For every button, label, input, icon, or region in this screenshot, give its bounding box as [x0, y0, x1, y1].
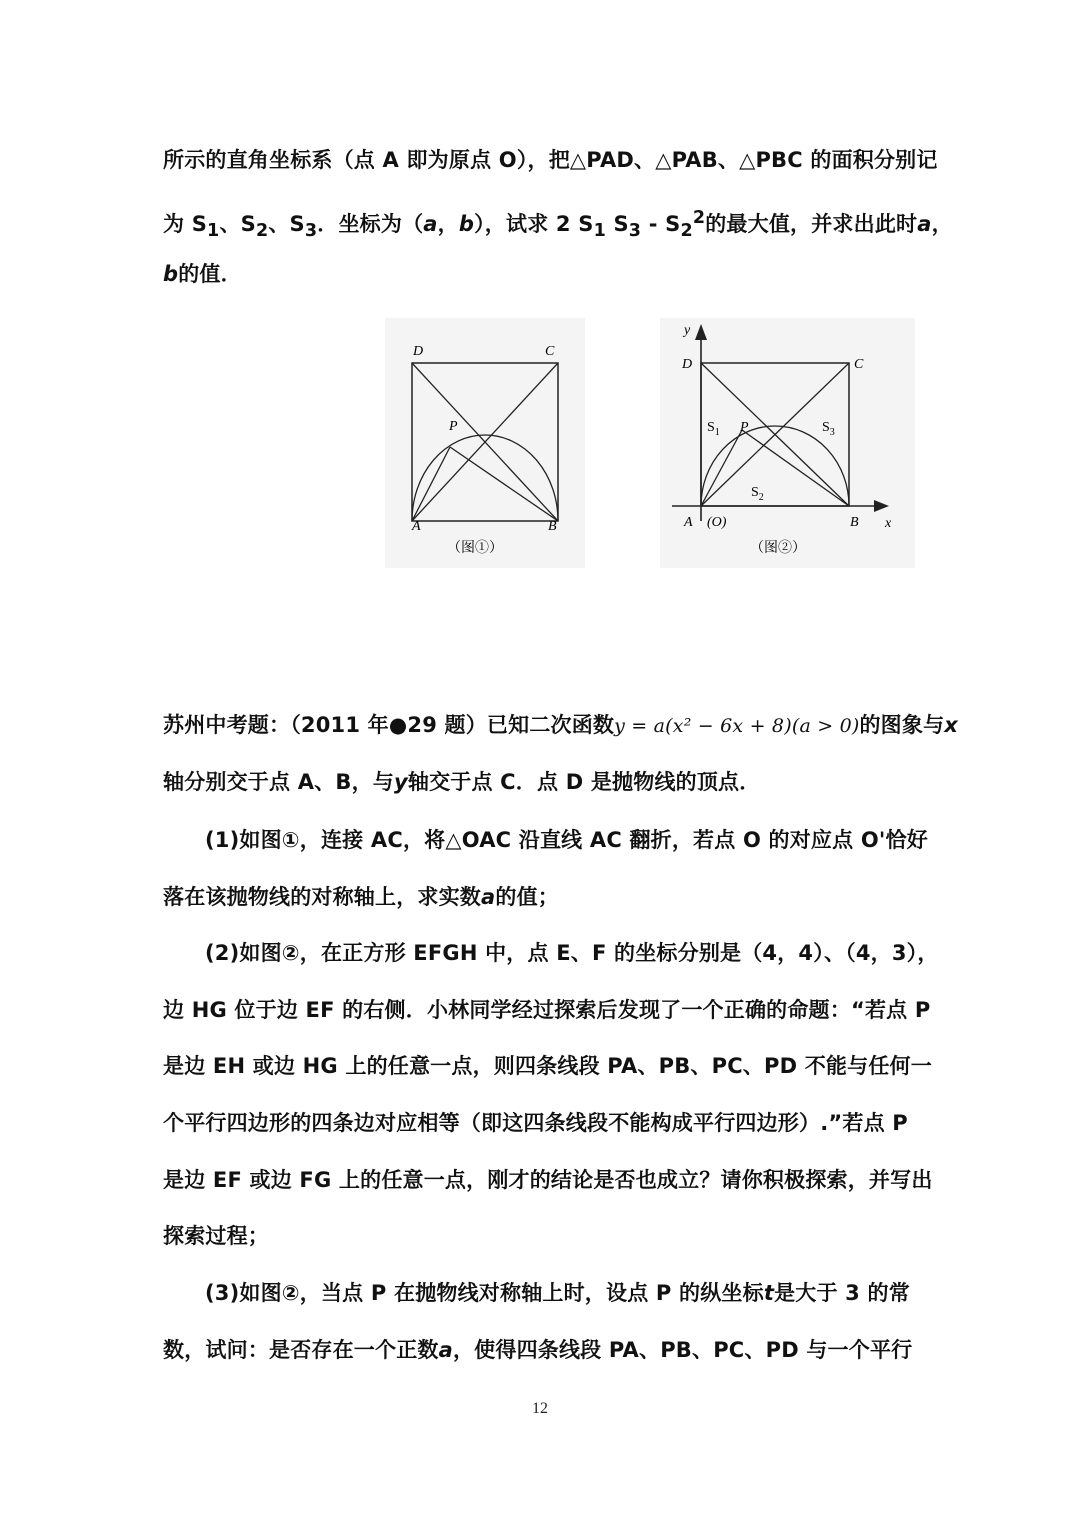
formula: y = a(x² − 6x + 8)(a > 0) [614, 715, 860, 737]
figure-background [660, 318, 915, 568]
text: 轴交于点 C．点 D 是抛物线的顶点． [407, 770, 761, 794]
label-P: P [449, 419, 458, 434]
var-x: x [944, 713, 959, 737]
text-line [163, 882, 923, 912]
text-line: 个平行四边形的四条边对应相等（即这四条线段不能构成平行四边形）.”若点 P [163, 1111, 908, 1135]
subscript: 1 [593, 221, 606, 242]
label-C: C [545, 344, 555, 359]
var-y: y [393, 770, 408, 794]
text: 的值； [495, 885, 559, 909]
subscript: 3 [628, 221, 642, 242]
label-S3: $S_3$ [822, 420, 835, 438]
text: 、S [268, 212, 305, 236]
text: - S [641, 212, 681, 236]
text: ），试求 2 S [474, 212, 594, 236]
text-line: 所示的直角坐标系（点 A 即为原点 O），把△PAD、△PAB、△PBC 的面积分别记 [163, 148, 938, 172]
subscript: 2 [680, 221, 693, 242]
text-line: 探索过程； [163, 1224, 269, 1248]
label-B: B [548, 519, 557, 534]
figure-2-caption: （图②） [750, 541, 806, 556]
text: ， [437, 212, 459, 236]
text-line [163, 259, 923, 289]
subscript: 2 [255, 221, 269, 242]
var-a: a [917, 212, 932, 236]
label-D: D [413, 344, 424, 359]
text: 是大于 3 的常 [774, 1281, 910, 1305]
var-a: a [438, 1338, 453, 1362]
label-S2: $S_2$ [751, 485, 764, 503]
label-C: C [854, 357, 864, 372]
text: 的图象与 [859, 713, 945, 737]
text-line: (2)如图②，在正方形 EFGH 中，点 E、F 的坐标分别是（4，4）、（4，3）， [205, 941, 939, 965]
text-line: (1)如图①，连接 AC，将△OAC 沿直线 AC 翻折，若点 O 的对应点 O'恰好 [205, 828, 928, 852]
text-line: 是边 EF 或边 FG 上的任意一点，刚才的结论是否也成立？请你积极探索，并写出 [163, 1168, 933, 1192]
text-line [163, 767, 923, 797]
text-line [163, 1335, 923, 1365]
figure-1-caption: （图①） [447, 541, 503, 556]
text: 数，试问：是否存在一个正数 [163, 1338, 439, 1362]
text: S [605, 212, 629, 236]
label-D: D [682, 357, 693, 372]
label-B: B [850, 515, 859, 530]
text-line [163, 710, 959, 741]
label-A: A [412, 519, 421, 534]
text: 落在该抛物线的对称轴上，求实数 [163, 885, 481, 909]
figure-2-svg [660, 318, 915, 568]
figure-1 [385, 318, 585, 572]
text: 的值． [178, 262, 242, 286]
label-x: x [885, 516, 892, 531]
var-a: a [423, 212, 438, 236]
label-O: (O) [707, 515, 727, 530]
text: 的最大值，并求出此时 [705, 212, 918, 236]
text: 、S [219, 212, 256, 236]
var-b: b [163, 262, 179, 286]
figure-1-svg [385, 318, 585, 568]
text-line: 边 HG 位于边 EF 的右侧．小林同学经过探索后发现了一个正确的命题：“若点 P [163, 998, 931, 1022]
var-t: t [763, 1281, 775, 1305]
label-S1: $S_1$ [707, 420, 720, 438]
figure-2 [660, 318, 915, 572]
text: ．坐标为（ [317, 212, 424, 236]
text: ， [931, 212, 953, 236]
label-A: A [684, 515, 693, 530]
subscript: 1 [207, 221, 220, 242]
page-number: 12 [532, 1400, 548, 1417]
label-P: P [740, 420, 749, 435]
text: (3)如图②，当点 P 在抛物线对称轴上时，设点 P 的纵坐标 [205, 1281, 764, 1305]
text: ，使得四条线段 PA、PB、PC、PD 与一个平行 [452, 1338, 913, 1362]
var-b: b [458, 212, 475, 236]
text-line [163, 203, 953, 246]
text-line [205, 1278, 925, 1308]
superscript: 2 [692, 208, 706, 228]
var-a: a [481, 885, 496, 909]
label-y: y [684, 323, 691, 338]
text: 苏州中考题：（2011 年●29 题）已知二次函数 [163, 713, 615, 737]
text: 为 S [163, 212, 208, 236]
text: 轴分别交于点 A、B，与 [163, 770, 394, 794]
text-line: 是边 EH 或边 HG 上的任意一点，则四条线段 PA、PB、PC、PD 不能与任何一 [163, 1054, 932, 1078]
subscript: 3 [304, 221, 318, 242]
